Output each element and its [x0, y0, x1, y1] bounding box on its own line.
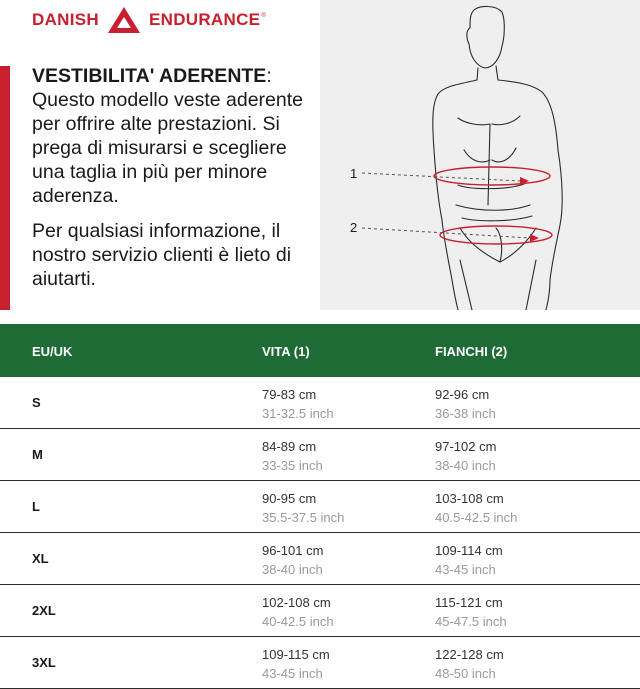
size-table-header [0, 324, 640, 377]
brand-name-right: ENDURANCE [148, 10, 261, 29]
hips-cell [435, 541, 503, 579]
hips-cell [435, 593, 507, 631]
waist-inch: 40-42.5 inch [262, 614, 334, 629]
registered-mark: ® [261, 13, 266, 19]
hips-cell [435, 645, 504, 683]
table-row [0, 585, 640, 637]
waist-inch: 33-35 inch [262, 458, 323, 473]
hips-inch: 40.5-42.5 inch [435, 510, 518, 525]
size-label: S [32, 395, 41, 410]
fit-description [32, 64, 322, 291]
column-size: EU/UK [32, 344, 73, 359]
hips-cell [435, 385, 496, 423]
table-row [0, 481, 640, 533]
hips-cm: 122-128 cm [435, 647, 504, 662]
size-label: L [32, 499, 40, 514]
marker-hips: 2 [350, 220, 358, 235]
hips-inch: 38-40 inch [435, 458, 496, 473]
size-label: M [32, 447, 43, 462]
hips-inch: 45-47.5 inch [435, 614, 507, 629]
size-label: 2XL [32, 603, 56, 618]
table-row [0, 533, 640, 585]
hips-inch: 48-50 inch [435, 666, 496, 681]
waist-cell [262, 593, 334, 631]
waist-cell [262, 541, 323, 579]
brand-name-left: DANISH [32, 10, 99, 29]
hips-cm: 109-114 cm [435, 543, 503, 558]
accent-bar [0, 66, 10, 310]
hips-cm: 103-108 cm [435, 491, 504, 506]
column-hips: FIANCHI (2) [435, 344, 508, 359]
waist-cell [262, 489, 344, 527]
hips-cell [435, 489, 517, 527]
waist-cm: 102-108 cm [262, 595, 331, 610]
size-label: XL [32, 551, 49, 566]
waist-inch: 43-45 inch [262, 666, 323, 681]
fit-body: Questo modello veste aderente per offrire alte prestazioni. Si prega di misurarsi e scegliere una taglia in più per minore aderenza. [32, 89, 304, 207]
measurement-figure [320, 0, 640, 310]
waist-cell [262, 645, 330, 683]
hips-cm: 92-96 cm [435, 387, 490, 402]
waist-inch: 35.5-37.5 inch [262, 510, 345, 525]
marker-waist: 1 [350, 166, 358, 181]
hips-inch: 36-38 inch [435, 406, 496, 421]
waist-cell [262, 385, 334, 423]
table-row [0, 377, 640, 429]
table-row [0, 637, 640, 689]
waist-cm: 96-101 cm [262, 543, 324, 558]
fit-heading: VESTIBILITA' ADERENTE [32, 65, 267, 87]
waist-cm: 79-83 cm [262, 387, 317, 402]
hips-inch: 43-45 inch [435, 562, 496, 577]
waist-inch: 38-40 inch [262, 562, 323, 577]
table-row [0, 429, 640, 481]
contact-text: Per qualsiasi informazione, il nostro servizio clienti è lieto di aiutarti. [32, 220, 292, 290]
size-label: 3XL [32, 655, 56, 670]
brand-mountain-icon [107, 6, 141, 34]
fit-paragraph [32, 64, 322, 208]
waist-cm: 90-95 cm [262, 491, 317, 506]
brand-logo[interactable] [32, 4, 266, 36]
waist-inch: 31-32.5 inch [262, 406, 334, 421]
column-waist: VITA (1) [262, 344, 310, 359]
hips-cm: 97-102 cm [435, 439, 497, 454]
fit-heading-colon: : [266, 65, 272, 87]
size-table-body [0, 377, 640, 689]
hips-cm: 115-121 cm [435, 595, 503, 610]
body-illustration [320, 0, 640, 310]
waist-cm: 84-89 cm [262, 439, 317, 454]
waist-cm: 109-115 cm [262, 647, 330, 662]
waist-cell [262, 437, 323, 475]
hips-cell [435, 437, 496, 475]
